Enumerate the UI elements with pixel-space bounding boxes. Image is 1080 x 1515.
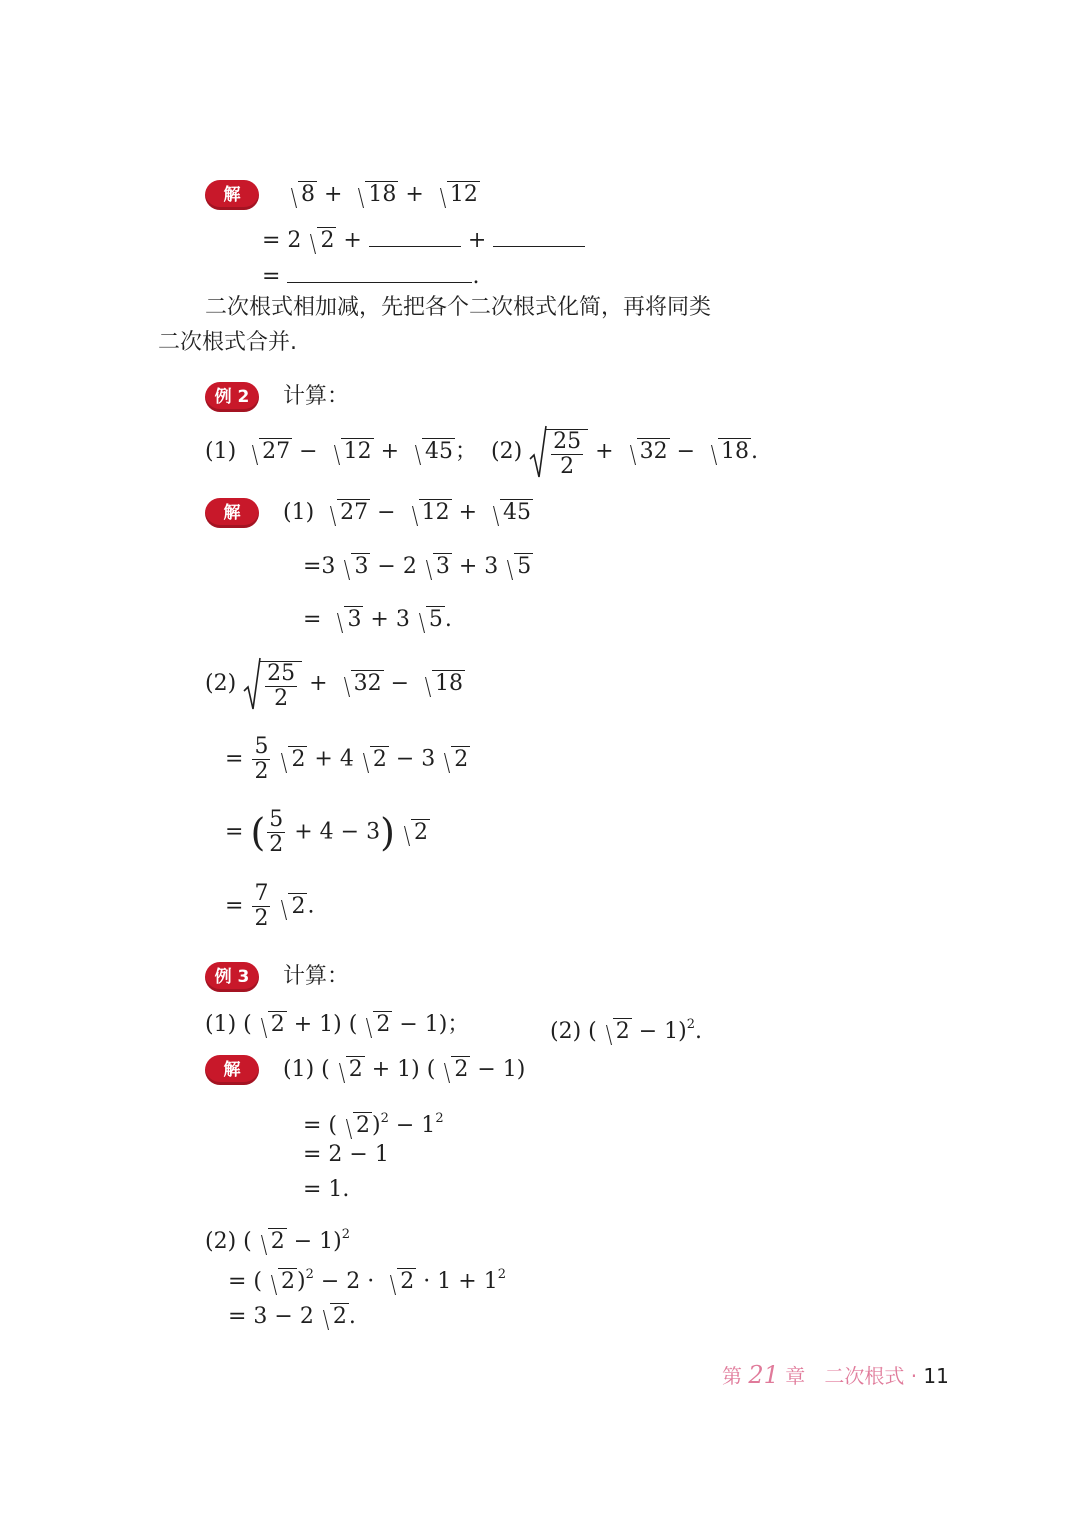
- math-line: = 2 − 1: [303, 1142, 389, 1167]
- math-line: = 3 + 3 5.: [303, 605, 452, 635]
- math-line: =3 3 − 2 3 + 3 5: [303, 552, 533, 582]
- math-line: 8 + 18 + 12: [282, 180, 480, 210]
- math-line: = 1.: [303, 1177, 350, 1202]
- math-line: = ( $2)^2 - 2 \cdot 2 \cdot 1 + 1^2$: [228, 1260, 506, 1297]
- radical-sign: [529, 425, 547, 479]
- math-line: = $\frac{5}{2}$ 2 + 4 2 − 3 2: [225, 734, 469, 784]
- paragraph: 二次根式合并.: [158, 330, 297, 355]
- math-line: = $\frac{7}{2}$ 2.: [225, 881, 315, 931]
- page-footer: [722, 1360, 949, 1391]
- problem-line: (1) 27 − 12 + 45； (2) $\frac{25}{2}$ + 32 − 18.: [205, 425, 758, 479]
- footer-zhang: 章: [785, 1364, 806, 1388]
- solution-badge: 解: [205, 498, 259, 528]
- chapter-number: 21: [748, 1361, 779, 1389]
- math-line: = 2 2 + +: [262, 224, 585, 256]
- footer-di: 第: [722, 1364, 742, 1388]
- problem-line: (1) ( 2 + 1) ( 2 − 1)；: [205, 1010, 469, 1040]
- math-line: (2) $\frac{25}{2}$ + 32 − 18: [205, 657, 465, 711]
- example-badge: 例 3: [205, 962, 259, 992]
- math-line: (1) 27 − 12 + 45: [283, 498, 533, 528]
- paragraph: 二次根式相加减，先把各个二次根式化简，再将同类: [205, 295, 712, 320]
- math-line: = ( $\frac{5}{2}$ + 4 − 3) 2: [225, 807, 428, 857]
- problem-line: (2) ( 2 − 1)$^2$.: [550, 1010, 702, 1047]
- math-line: = ( $2)^2 - 1^2$: [303, 1104, 444, 1141]
- page-number: 11: [923, 1364, 949, 1388]
- example-badge: 例 2: [205, 382, 259, 412]
- radical-sign: [243, 657, 261, 711]
- math-line: (2) ( 2 − 1)$^2$: [205, 1220, 350, 1257]
- math-line: (1) ( 2 + 1) ( 2 − 1): [283, 1055, 525, 1085]
- heading-jisuan: 计算：: [283, 384, 350, 409]
- chapter-title: 二次根式: [824, 1364, 905, 1388]
- footer-dot: ·: [910, 1364, 918, 1388]
- solution-badge: 解: [205, 1055, 259, 1085]
- answer-blank: [287, 260, 472, 283]
- math-line: = .: [262, 260, 479, 292]
- solution-badge: 解: [205, 180, 259, 210]
- heading-jisuan: 计算：: [283, 964, 350, 989]
- answer-blank: [493, 224, 585, 247]
- math-line: = 3 − 2 2.: [228, 1302, 356, 1332]
- answer-blank: [369, 224, 461, 247]
